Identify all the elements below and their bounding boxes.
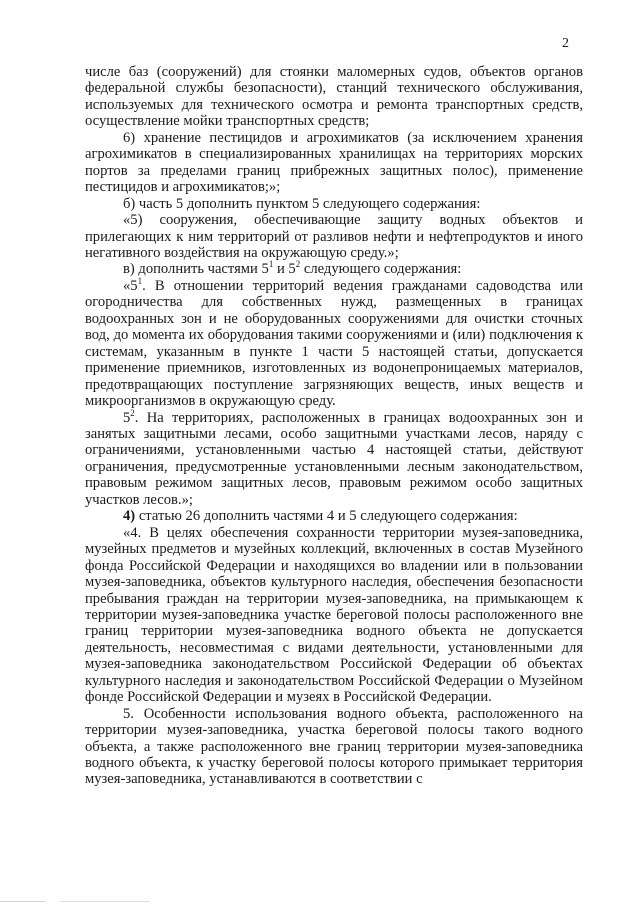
item-number: 4) [123,508,136,525]
page-number: 2 [562,36,569,51]
paragraph-part-5: 5. Особенности использования водного объекта, расположенного на территории музея-заповедника, участка береговой полосы такого водного объекта, а также расположенного вне границ территории музея-заповедника водного объекта, к участку береговой полосы которого примыкает территория музея-заповедника, устанавливаются в соответствии с [85,705,583,788]
paragraph-amendment-b: б) часть 5 дополнить пунктом 5 следующего содержания: [123,195,481,212]
text-fragment: . В отношении территорий ведения гражданами садоводства или огородничества для собственных нужд, размещенных в границах водоохранных зон и не оборудованных сооружениями для очистки сточных вод, до момента их оборудования такими сооружениями и (или) подключения к системам, указанным в пункте 1 части 5 настоящей статьи, допускается применение приемников, изготовленных из водонепроницаемых материалов, предотвращающих поступление загрязняющих веществ, иных веществ и микроорганизмов в окружающую среду. [85,277,583,410]
paragraph-item-5: «5) сооружения, обеспечивающие защиту водных объектов и прилегающих к ним территорий от разливов нефти и нефтепродуктов и иного негативного воздействия на окружающую среду.»; [85,212,583,261]
superscript: 1 [268,259,274,270]
text-fragment: статью 26 дополнить частями 4 и 5 следующего содержания: [135,508,518,525]
text-fragment: . На территориях, расположенных в границах водоохранных зон и занятых защитными лесами, особо защитными участками лесов, наряду с ограничениями, установленными частью 4 настоящей статьи, действуют ограничения, предусмотренные установленными лесным законодательством, правовым режимом защитных лесов, правовым режимом особо защитных участков лесов.»; [85,409,583,508]
paragraph-item-4-article-26 [85,508,583,524]
text-fragment: и 5 [273,261,296,278]
paragraph-amendment-v [85,261,583,277]
paragraph-part-5-1 [85,278,583,410]
paragraph-part-5-2 [85,407,583,509]
superscript: 1 [137,276,143,287]
superscript: 2 [295,259,301,270]
paragraph-part-4: «4. В целях обеспечения сохранности территории музея-заповедника, музейных предметов и музейных коллекций, включенных в состав Музейного фонда Российской Федерации и находящихся во владении или в пользовании музея-заповедника, объектов культурного наследия, обеспечения безопасности пребывания граждан на территории музея-заповедника, на примыкающем к территории музея-заповедника участке береговой полосы расположенного вне границ территории музея-заповедника водного объекта не допускается деятельность, несовместимая с видами деятельности, установленными для музея-заповедника законодательством Российской Федерации об объектах культурного наследия и законодательством Российской Федерации о Музейном фонде Российской Федерации и музеях в Российской Федерации. [85,524,583,706]
document-body [85,64,583,788]
paragraph-continuation: числе баз (сооружений) для стоянки маломерных судов, объектов органов федеральной службы безопасности), станций технического обслуживания, используемых для технического осмотра и ремонта транспортных средств, осуществление мойки транспортных средств; [85,64,583,130]
scan-artifact-line [0,901,150,902]
text-fragment: «5 [123,277,138,294]
text-fragment: следующего содержания: [300,261,462,278]
text-fragment: в) дополнить частями 5 [123,261,269,278]
text-fragment: 5 [123,409,131,426]
superscript: 2 [130,407,135,418]
paragraph-item-6: 6) хранение пестицидов и агрохимикатов (за исключением хранения агрохимикатов в специализированных хранилищах на территориях морских портов за пределами границ прибрежных защитных полос), применение пестицидов и агрохимикатов;»; [85,129,583,196]
